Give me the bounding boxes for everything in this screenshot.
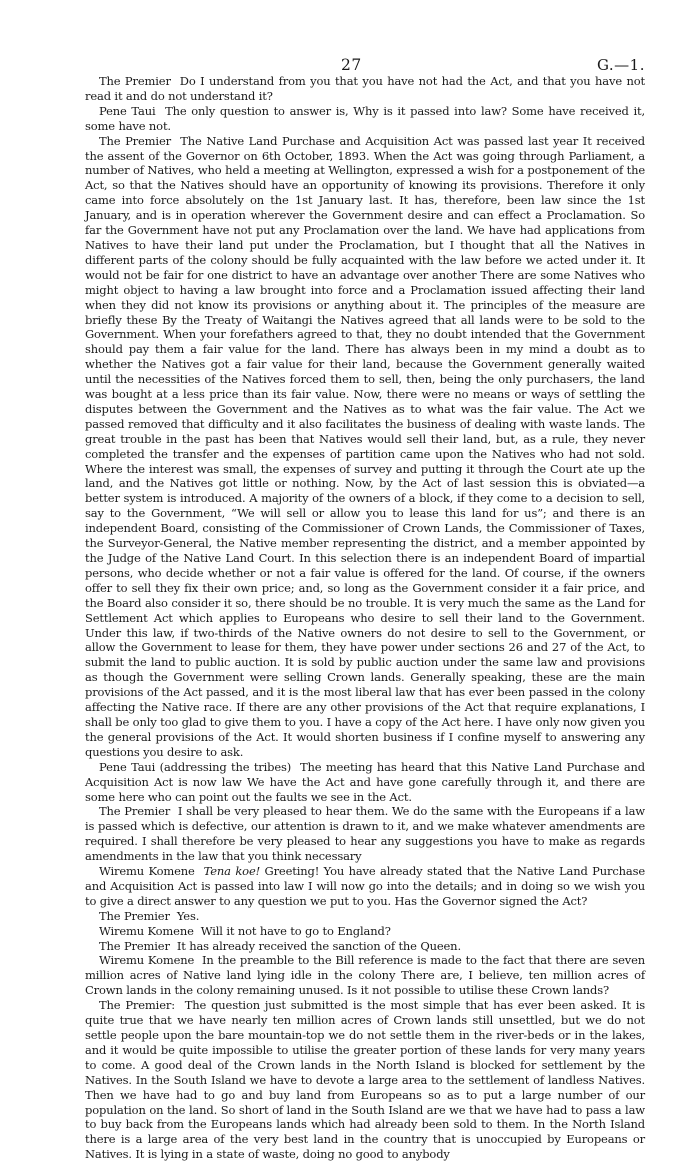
speaker-name: Wiremu Komene [99,953,195,968]
paragraph-text: The question just submitted is the most simple that has ever been asked. It is quite true that we have nearly ten million acres of Crown lands still unsettled, but we do not settle people upon the bare mountain-top we do not settle them in the river-beds or in the lakes, and it would be quite impossible to utilise the greater portion of these lands for very many years to come. A good deal of the Crown lands in the North Island is blocked for settlement by the Natives. In the South Island we have to devote a large area to the settlement of landless Natives. Then we have had to go and buy land from Europeans so as to put a large number of our population on the land. So short of land in the South Island are we that we have had to pass a law to buy back from the Europeans lands which had already been sold to them. In the North Island there is a large area of the very best land in the country that is unoccupied by Europeans or Natives. It is lying in a state of waste, doing no good to anybody [85,998,645,1162]
speaker-name: Wiremu Komene [99,923,194,938]
speaker-name: Pene Taui [99,103,156,118]
paragraph-text: Will it not have to go to England? [200,923,391,938]
paragraph-text: Yes. [176,908,200,923]
paragraph [85,804,645,864]
maori-greeting: Tena koe! [203,864,261,879]
paragraph-text: In the preamble to the Bill reference is made to the fact that there are seven million acres of Native land lying idle in the colony There are, I believe, ten million acres of Crown lands in the colony remaining unused. Is it not possible to utilise these Crown lands? [85,953,645,998]
speaker-name: The Premier [99,74,171,88]
speaker-name: The Premier [99,804,171,819]
paragraph-text: I shall be very pleased to hear them. We do the same with the Europeans if a law is passed which is defective, our attention is drawn to it, and we make whatever amendments are required. I shall therefore be very pleased to hear any suggestions you have to make as regards amendments in the law that you think necessary [85,804,645,864]
speaker-name: Pene Taui (addressing the tribes) [99,759,292,774]
transcript-body [85,74,645,1162]
paragraph [85,909,645,924]
paragraph-text: The meeting has heard that this Native Land Purchase and Acquisition Act is now law We have the Act and have gone carefully through it, and there are some here who can point out the faults we see in the Act. [85,759,646,804]
speaker-name: The Premier [99,133,171,148]
paragraph [85,134,645,760]
paragraph [85,864,645,909]
paragraph-text: Do I understand from you that you have not had the Act, and that you have not read it and do not understand it? [85,74,645,103]
paragraph [85,924,645,939]
paragraph-text: It has already received the sanction of the Queen. [176,938,461,953]
paragraph-text: The Native Land Purchase and Acquisition Act was passed last year It received the assent of the Governor on 6th October, 1893. When the Act was going through Parliament, a number of Natives, who held a meeting at Wellington, expressed a wish for a postponement of the Act, so that the Natives should have an opportunity of knowing its provisions. Therefore it only came into force absolutely on the 1st January last. It has, therefore, been law since the 1st January, and is in operation wherever the Government desire and can effect a Proclamation. So far the Government have not put any Proclamation over the land. We have had applications from Natives to have their land put under the Proclamation, but I thought that all the Natives in different parts of the colony should be fully acquainted with the law before we acted under it. It would not be fair for one district to have an advantage over another There are some Natives who might object to having a law brought into force and a Proclamation issued affecting their land when they did not know its provisions or anything about it. The principles of the measure are briefly these By the Treaty of Waitangi the Natives agreed that all lands were to be sold to the Government. When your forefathers agreed to that, they no doubt intended that the Government should pay them a fair value for the land. There has always been in my mind a doubt as to whether the Natives got a fair value for their land, because the Government generally waited until the necessities of the Natives forced them to sell, then, being the only purchasers, the land was bought at a less price than its fair value. Now, there were no means or ways of settling the disputes between the Government and the Natives as to what was the fair value. The Act we passed removed that difficulty and it also facilitates the business of dealing with waste lands. The great trouble in the past has been that Natives would sell their land, but, as a rule, they never completed the transfer and the expenses of partition came upon the Natives who had not sold. Where the interest was small, the expenses of survey and putting it through the Court ate up the land, and the Natives got little or nothing. Now, by the Act of last session this is obviated—a better system is introduced. A majority of the owners of a block, if they come to a decision to sell, say to the Government, “We will sell or allow you to lease this land for us”; and there is an independent Board, consisting of the Commissioner of Crown Lands, the Commissioner of Taxes, the Surveyor-General, the Native member representing the district, and a member appointed by the Judge of the Native Land Court. In this selection there is an independent Board of impartial persons, who decide whether or not a fair value is offered for the land. Of course, if the owners offer to sell they fix their own price; and, so long as the Government consider it a fair price, and the Board also consider it so, there should be no trouble. It is very much the same as the Land for Settlement Act which applies to Europeans who desire to sell their land to the Government. Under this law, if two-thirds of the Native owners do not desire to sell to the Government, or allow the Government to lease for them, they have power under sections 26 and 27 of the Act, to submit the land to public auction. It is sold by public auction under the same law and provisions as though the Government were selling Crown lands. Generally speaking, these are the main provisions of the Act passed, and it is the most liberal law that has ever been passed in the colony affecting the Native race. If there are any other provisions of the Act that require explanations, I shall be only too glad to give them to you. I have a copy of the Act here. I have only now given you the general provisions of the Act. It would shorten business if I confine myself to answering any questions you desire to ask. [85,133,646,759]
speaker-name: The Premier [99,908,170,923]
paragraph-text: Greeting! You have already stated that the Native Land Purchase and Acquisition Act is passed into law I will now go into the details; and in doing so we wish you to give a direct answer to any question we put to you. Has the Governor signed the Act? [85,864,645,908]
paragraph [85,760,645,805]
paragraph [85,104,645,134]
speaker-name: The Premier: [99,998,175,1013]
paragraph [85,953,645,998]
document-reference: G.—1. [596,56,645,74]
page-header [85,0,645,74]
speaker-name: Wiremu Komene [99,864,195,879]
speaker-name: The Premier [99,938,170,953]
paragraph [85,998,645,1162]
paragraph-text: The only question to answer is, Why is it passed into law? Some have received it, some have not. [85,103,646,133]
paragraph [85,939,645,954]
page-number: 27 [341,56,362,74]
paragraph [85,74,645,104]
